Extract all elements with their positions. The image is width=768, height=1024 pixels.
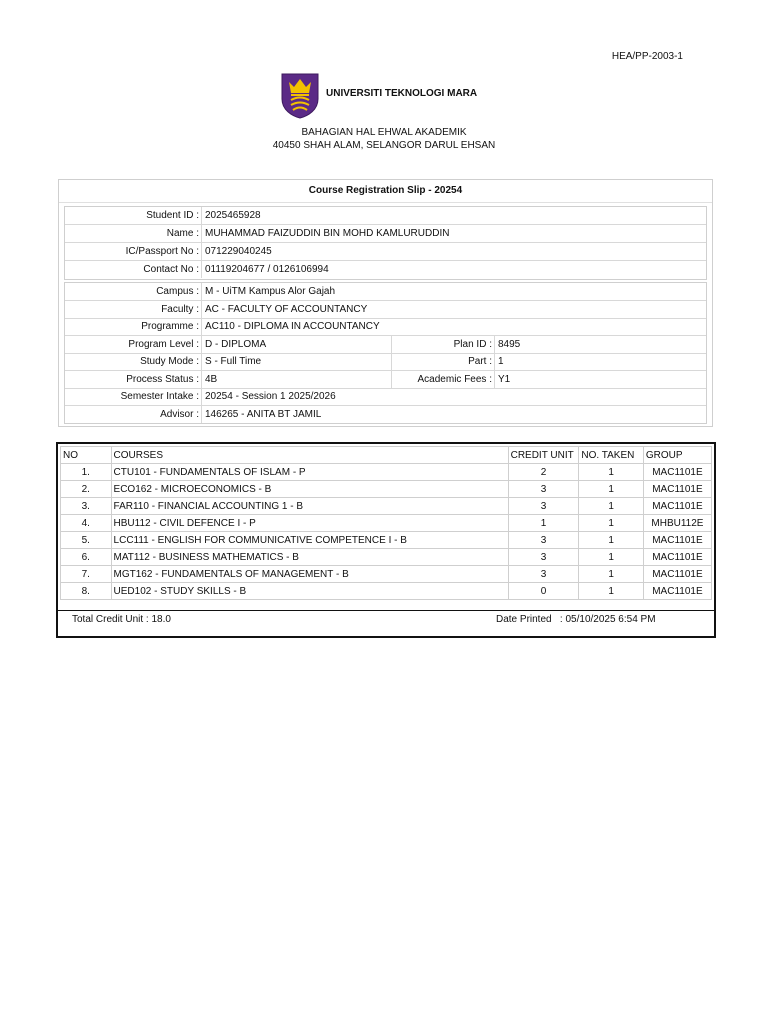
row-no: 1. [61, 464, 112, 481]
document-code: HEA/PP-2003-1 [611, 51, 683, 62]
row-credit: 1 [508, 515, 579, 532]
advisor-value: 146265 - ANITA BT JAMIL [205, 408, 322, 420]
row-taken: 1 [579, 498, 643, 515]
header-credit-unit: CREDIT UNIT [508, 447, 579, 464]
header-no: NO [61, 447, 112, 464]
student-id-value: 2025465928 [205, 210, 261, 221]
row-credit: 3 [508, 566, 579, 583]
row-no: 3. [61, 498, 112, 515]
row-taken: 1 [579, 532, 643, 549]
total-credit-unit: Total Credit Unit : 18.0 [72, 614, 171, 625]
header-no-taken: NO. TAKEN [579, 447, 643, 464]
row-taken: 1 [579, 549, 643, 566]
table-row [61, 481, 712, 498]
contact-label: Contact No : [65, 261, 202, 278]
row-course: FAR110 - FINANCIAL ACCOUNTING 1 - B [111, 498, 508, 515]
course-list-panel [56, 442, 716, 638]
student-id-label: Student ID : [65, 207, 202, 224]
row-no: 8. [61, 583, 112, 600]
plan-id-label: Plan ID : [392, 336, 495, 353]
process-status-row [65, 371, 706, 389]
process-status-label: Process Status : [65, 371, 202, 388]
ic-value: 071229040245 [205, 246, 272, 257]
academic-fees-value: Y1 [498, 373, 511, 385]
name-value: MUHAMMAD FAIZUDDIN BIN MOHD KAMLURUDDIN [205, 228, 450, 239]
course-table-header [61, 447, 712, 464]
row-no: 4. [61, 515, 112, 532]
row-group: MAC1101E [643, 549, 711, 566]
row-group: MAC1101E [643, 583, 711, 600]
row-group: MAC1101E [643, 498, 711, 515]
ic-row [65, 243, 706, 261]
row-credit: 3 [508, 532, 579, 549]
course-table [60, 446, 712, 600]
row-credit: 0 [508, 583, 579, 600]
campus-row [65, 283, 706, 301]
program-level-label: Program Level : [65, 336, 202, 353]
row-group: MHBU112E [643, 515, 711, 532]
table-row [61, 515, 712, 532]
footer-divider [58, 610, 714, 611]
semester-intake-row [65, 388, 706, 406]
study-mode-label: Study Mode : [65, 353, 202, 370]
row-credit: 3 [508, 549, 579, 566]
program-level-row [65, 336, 706, 354]
faculty-row [65, 301, 706, 319]
address-line: 40450 SHAH ALAM, SELANGOR DARUL EHSAN [272, 140, 496, 151]
faculty-label: Faculty : [65, 301, 202, 318]
table-row [61, 464, 712, 481]
semester-intake-label: Semester Intake : [65, 388, 202, 405]
row-course: HBU112 - CIVIL DEFENCE I - P [111, 515, 508, 532]
programme-row [65, 318, 706, 336]
row-credit: 2 [508, 464, 579, 481]
header-courses: COURSES [111, 447, 508, 464]
department-name: BAHAGIAN HAL EHWAL AKADEMIK [301, 127, 467, 138]
programme-value: AC110 - DIPLOMA IN ACCOUNTANCY [205, 321, 380, 332]
faculty-value: AC - FACULTY OF ACCOUNTANCY [205, 303, 368, 315]
programme-label: Programme : [65, 318, 202, 335]
registration-slip [58, 179, 713, 427]
academic-fees-label: Academic Fees : [392, 371, 495, 388]
department-address [0, 126, 768, 152]
table-row [61, 566, 712, 583]
table-row [61, 498, 712, 515]
row-taken: 1 [579, 566, 643, 583]
ic-label: IC/Passport No : [65, 243, 202, 260]
row-group: MAC1101E [643, 464, 711, 481]
table-row [61, 532, 712, 549]
contact-value: 01119204677 / 0126106994 [205, 264, 329, 275]
row-group: MAC1101E [643, 566, 711, 583]
row-course: ECO162 - MICROECONOMICS - B [111, 481, 508, 498]
campus-value: M - UiTM Kampus Alor Gajah [205, 286, 336, 297]
row-course: UED102 - STUDY SKILLS - B [111, 583, 508, 600]
row-group: MAC1101E [643, 532, 711, 549]
row-no: 7. [61, 566, 112, 583]
row-credit: 3 [508, 498, 579, 515]
row-group: MAC1101E [643, 481, 711, 498]
program-level-value: D - DIPLOMA [205, 336, 392, 353]
row-taken: 1 [579, 481, 643, 498]
contact-row [65, 261, 706, 278]
name-label: Name : [65, 225, 202, 242]
academic-info-box [64, 282, 707, 424]
study-mode-value: S - Full Time [205, 353, 392, 370]
table-row [61, 583, 712, 600]
row-course: MAT112 - BUSINESS MATHEMATICS - B [111, 549, 508, 566]
header-group: GROUP [643, 447, 711, 464]
slip-title: Course Registration Slip - 20254 [59, 180, 712, 203]
part-value: 1 [498, 356, 504, 367]
student-info-box [64, 206, 707, 280]
campus-label: Campus : [65, 283, 202, 300]
row-taken: 1 [579, 515, 643, 532]
process-status-value: 4B [205, 371, 392, 388]
row-course: LCC111 - ENGLISH FOR COMMUNICATIVE COMPETENCE I - B [111, 532, 508, 549]
advisor-label: Advisor : [65, 406, 202, 423]
part-label: Part : [392, 353, 495, 370]
row-no: 2. [61, 481, 112, 498]
row-course: CTU101 - FUNDAMENTALS OF ISLAM - P [111, 464, 508, 481]
row-no: 5. [61, 532, 112, 549]
table-row [61, 549, 712, 566]
study-mode-row [65, 353, 706, 371]
semester-intake-value: 20254 - Session 1 2025/2026 [205, 391, 336, 402]
row-credit: 3 [508, 481, 579, 498]
row-no: 6. [61, 549, 112, 566]
name-row [65, 225, 706, 243]
university-name: UNIVERSITI TEKNOLOGI MARA [326, 88, 478, 99]
row-course: MGT162 - FUNDAMENTALS OF MANAGEMENT - B [111, 566, 508, 583]
row-taken: 1 [579, 464, 643, 481]
date-printed: Date Printed : 05/10/2025 6:54 PM [496, 614, 656, 625]
plan-id-value: 8495 [498, 338, 521, 350]
advisor-row [65, 406, 706, 423]
row-taken: 1 [579, 583, 643, 600]
uitm-crest-icon [281, 73, 319, 119]
student-id-row [65, 207, 706, 225]
